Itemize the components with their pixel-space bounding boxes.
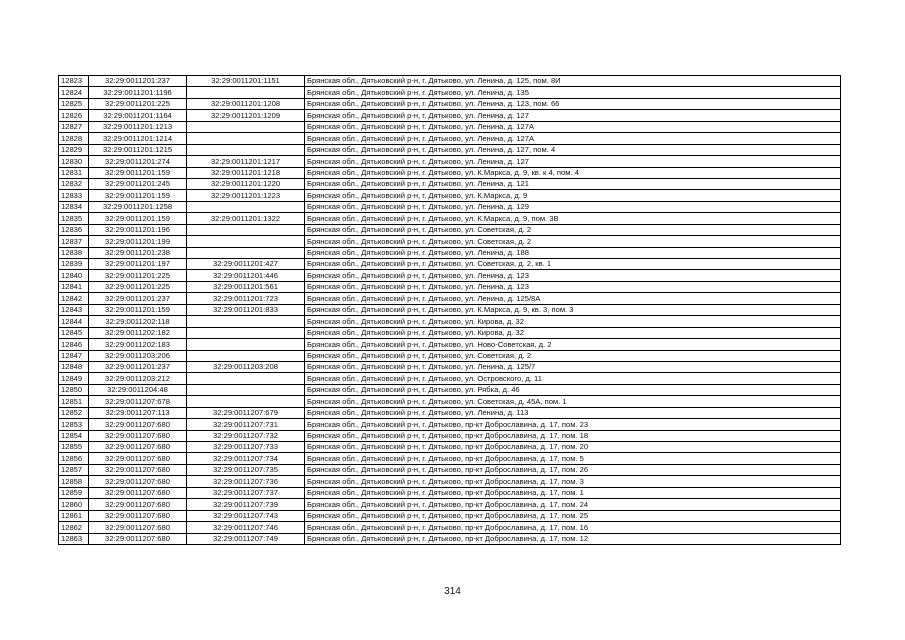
table-row bbox=[59, 190, 841, 201]
related-cadastral-number-cell: 32:29:0011201:1218 bbox=[187, 167, 305, 178]
related-cadastral-number-cell: 32:29:0011207:749 bbox=[187, 533, 305, 544]
address-cell: Брянская обл., Дятьковский р-н, г. Дятьково, ул. К.Маркса, д. 9, пом. 3В bbox=[305, 213, 841, 224]
address-cell: Брянская обл., Дятьковский р-н, г. Дятьково, ул. Ленина, д. 135 bbox=[305, 87, 841, 98]
address-cell: Брянская обл., Дятьковский р-н, г. Дятьково, пр-кт Доброславина, д. 17, пом. 18 bbox=[305, 430, 841, 441]
cadastral-number-cell: 32:29:0011207:680 bbox=[89, 464, 187, 475]
cadastral-number-cell: 32:29:0011201:1214 bbox=[89, 133, 187, 144]
related-cadastral-number-cell: 32:29:0011207:734 bbox=[187, 453, 305, 464]
table-row bbox=[59, 178, 841, 189]
related-cadastral-number-cell: 32:29:0011207:733 bbox=[187, 442, 305, 453]
address-cell: Брянская обл., Дятьковский р-н, г. Дятьково, пр-кт Доброславина, д. 17, пом. 26 bbox=[305, 464, 841, 475]
cadastral-number-cell: 32:29:0011201:1258 bbox=[89, 201, 187, 212]
row-number-cell: 12852 bbox=[59, 407, 89, 418]
table-row bbox=[59, 419, 841, 430]
registry-table bbox=[58, 75, 841, 545]
address-cell: Брянская обл., Дятьковский р-н, г. Дятьково, ул. Ленина, д. 123, пом. 66 bbox=[305, 98, 841, 109]
table-row bbox=[59, 121, 841, 132]
cadastral-number-cell: 32:29:0011201:1164 bbox=[89, 110, 187, 121]
table-row bbox=[59, 384, 841, 395]
related-cadastral-number-cell: 32:29:0011201:1209 bbox=[187, 110, 305, 121]
related-cadastral-number-cell: 32:29:0011201:1208 bbox=[187, 98, 305, 109]
address-cell: Брянская обл., Дятьковский р-н, г. Дятьково, ул. Ленина, д. 113 bbox=[305, 407, 841, 418]
address-cell: Брянская обл., Дятьковский р-н, г. Дятьково, ул. Ленина, д. 127 bbox=[305, 156, 841, 167]
cadastral-number-cell: 32:29:0011202:182 bbox=[89, 327, 187, 338]
related-cadastral-number-cell bbox=[187, 144, 305, 155]
address-cell: Брянская обл., Дятьковский р-н, г. Дятьково, ул. Ленина, д. 125, пом. 8И bbox=[305, 76, 841, 87]
related-cadastral-number-cell bbox=[187, 327, 305, 338]
table-row bbox=[59, 167, 841, 178]
address-cell: Брянская обл., Дятьковский р-н, г. Дятьково, ул. К.Маркса, д. 9, кв. 3, пом. 3 bbox=[305, 304, 841, 315]
address-cell: Брянская обл., Дятьковский р-н, г. Дятьково, пр-кт Доброславина, д. 17, пом. 23 bbox=[305, 419, 841, 430]
related-cadastral-number-cell: 32:29:0011207:737 bbox=[187, 487, 305, 498]
row-number-cell: 12853 bbox=[59, 419, 89, 430]
address-cell: Брянская обл., Дятьковский р-н, г. Дятьково, пр-кт Доброславина, д. 17, пом. 20 bbox=[305, 442, 841, 453]
row-number-cell: 12851 bbox=[59, 396, 89, 407]
address-cell: Брянская обл., Дятьковский р-н, г. Дятьково, ул. Советская, д. 2, кв. 1 bbox=[305, 259, 841, 270]
related-cadastral-number-cell bbox=[187, 339, 305, 350]
row-number-cell: 12862 bbox=[59, 522, 89, 533]
table-row bbox=[59, 213, 841, 224]
table-row bbox=[59, 224, 841, 235]
row-number-cell: 12843 bbox=[59, 304, 89, 315]
row-number-cell: 12833 bbox=[59, 190, 89, 201]
cadastral-number-cell: 32:29:0011201:159 bbox=[89, 304, 187, 315]
related-cadastral-number-cell: 32:29:0011203:208 bbox=[187, 361, 305, 372]
related-cadastral-number-cell: 32:29:0011201:1223 bbox=[187, 190, 305, 201]
cadastral-number-cell: 32:29:0011201:237 bbox=[89, 76, 187, 87]
row-number-cell: 12846 bbox=[59, 339, 89, 350]
table-row bbox=[59, 339, 841, 350]
address-cell: Брянская обл., Дятьковский р-н, г. Дятьково, ул. Ленина, д. 125/7 bbox=[305, 361, 841, 372]
table-row bbox=[59, 453, 841, 464]
table-row bbox=[59, 144, 841, 155]
address-cell: Брянская обл., Дятьковский р-н, г. Дятьково, ул. К.Маркса, д. 9 bbox=[305, 190, 841, 201]
table-row bbox=[59, 133, 841, 144]
address-cell: Брянская обл., Дятьковский р-н, г. Дятьково, ул. Островского, д. 11 bbox=[305, 373, 841, 384]
related-cadastral-number-cell bbox=[187, 236, 305, 247]
row-number-cell: 12844 bbox=[59, 316, 89, 327]
row-number-cell: 12828 bbox=[59, 133, 89, 144]
address-cell: Брянская обл., Дятьковский р-н, г. Дятьково, ул. Ленина, д. 125/8А bbox=[305, 293, 841, 304]
related-cadastral-number-cell: 32:29:0011207:735 bbox=[187, 464, 305, 475]
row-number-cell: 12860 bbox=[59, 499, 89, 510]
cadastral-number-cell: 32:29:0011207:680 bbox=[89, 533, 187, 544]
row-number-cell: 12841 bbox=[59, 281, 89, 292]
address-cell: Брянская обл., Дятьковский р-н, г. Дятьково, пр-кт Доброславина, д. 17, пом. 12 bbox=[305, 533, 841, 544]
row-number-cell: 12826 bbox=[59, 110, 89, 121]
cadastral-number-cell: 32:29:0011201:196 bbox=[89, 224, 187, 235]
cadastral-number-cell: 32:29:0011202:118 bbox=[89, 316, 187, 327]
row-number-cell: 12848 bbox=[59, 361, 89, 372]
registry-table-body bbox=[59, 76, 841, 545]
related-cadastral-number-cell: 32:29:0011207:732 bbox=[187, 430, 305, 441]
table-row bbox=[59, 430, 841, 441]
cadastral-number-cell: 32:29:0011201:159 bbox=[89, 167, 187, 178]
table-row bbox=[59, 464, 841, 475]
row-number-cell: 12836 bbox=[59, 224, 89, 235]
address-cell: Брянская обл., Дятьковский р-н, г. Дятьково, пр-кт Доброславина, д. 17, пом. 16 bbox=[305, 522, 841, 533]
related-cadastral-number-cell: 32:29:0011201:561 bbox=[187, 281, 305, 292]
row-number-cell: 12840 bbox=[59, 270, 89, 281]
address-cell: Брянская обл., Дятьковский р-н, г. Дятьково, ул. Ленина, д. 127А bbox=[305, 133, 841, 144]
related-cadastral-number-cell: 32:29:0011207:743 bbox=[187, 510, 305, 521]
row-number-cell: 12849 bbox=[59, 373, 89, 384]
cadastral-number-cell: 32:29:0011201:1196 bbox=[89, 87, 187, 98]
cadastral-number-cell: 32:29:0011207:113 bbox=[89, 407, 187, 418]
page-number: 314 bbox=[444, 586, 461, 597]
address-cell: Брянская обл., Дятьковский р-н, г. Дятьково, пр-кт Доброславина, д. 17, пом. 24 bbox=[305, 499, 841, 510]
cadastral-number-cell: 32:29:0011201:237 bbox=[89, 361, 187, 372]
row-number-cell: 12832 bbox=[59, 178, 89, 189]
cadastral-number-cell: 32:29:0011207:680 bbox=[89, 453, 187, 464]
table-row bbox=[59, 396, 841, 407]
table-row bbox=[59, 510, 841, 521]
related-cadastral-number-cell bbox=[187, 224, 305, 235]
table-row bbox=[59, 316, 841, 327]
related-cadastral-number-cell: 32:29:0011201:1217 bbox=[187, 156, 305, 167]
table-row bbox=[59, 487, 841, 498]
cadastral-number-cell: 32:29:0011207:680 bbox=[89, 499, 187, 510]
cadastral-number-cell: 32:29:0011201:197 bbox=[89, 259, 187, 270]
related-cadastral-number-cell: 32:29:0011207:739 bbox=[187, 499, 305, 510]
related-cadastral-number-cell: 32:29:0011207:731 bbox=[187, 419, 305, 430]
cadastral-number-cell: 32:29:0011202:183 bbox=[89, 339, 187, 350]
table-row bbox=[59, 304, 841, 315]
related-cadastral-number-cell: 32:29:0011201:833 bbox=[187, 304, 305, 315]
row-number-cell: 12837 bbox=[59, 236, 89, 247]
table-row bbox=[59, 327, 841, 338]
row-number-cell: 12861 bbox=[59, 510, 89, 521]
related-cadastral-number-cell: 32:29:0011207:746 bbox=[187, 522, 305, 533]
row-number-cell: 12838 bbox=[59, 247, 89, 258]
cadastral-number-cell: 32:29:0011203:206 bbox=[89, 350, 187, 361]
table-row bbox=[59, 442, 841, 453]
row-number-cell: 12835 bbox=[59, 213, 89, 224]
address-cell: Брянская обл., Дятьковский р-н, г. Дятьково, ул. Советская, д. 45А, пом. 1 bbox=[305, 396, 841, 407]
row-number-cell: 12863 bbox=[59, 533, 89, 544]
address-cell: Брянская обл., Дятьковский р-н, г. Дятьково, ул. Рябка, д. 46 bbox=[305, 384, 841, 395]
row-number-cell: 12825 bbox=[59, 98, 89, 109]
row-number-cell: 12854 bbox=[59, 430, 89, 441]
row-number-cell: 12830 bbox=[59, 156, 89, 167]
cadastral-number-cell: 32:29:0011201:238 bbox=[89, 247, 187, 258]
cadastral-number-cell: 32:29:0011201:245 bbox=[89, 178, 187, 189]
related-cadastral-number-cell bbox=[187, 121, 305, 132]
address-cell: Брянская обл., Дятьковский р-н, г. Дятьково, ул. Советская, д. 2 bbox=[305, 224, 841, 235]
table-row bbox=[59, 499, 841, 510]
cadastral-number-cell: 32:29:0011207:680 bbox=[89, 476, 187, 487]
row-number-cell: 12834 bbox=[59, 201, 89, 212]
cadastral-number-cell: 32:29:0011207:680 bbox=[89, 510, 187, 521]
related-cadastral-number-cell bbox=[187, 373, 305, 384]
address-cell: Брянская обл., Дятьковский р-н, г. Дятьково, ул. Ленина, д. 129 bbox=[305, 201, 841, 212]
row-number-cell: 12857 bbox=[59, 464, 89, 475]
address-cell: Брянская обл., Дятьковский р-н, г. Дятьково, пр-кт Доброславина, д. 17, пом. 1 bbox=[305, 487, 841, 498]
related-cadastral-number-cell bbox=[187, 201, 305, 212]
address-cell: Брянская обл., Дятьковский р-н, г. Дятьково, ул. Ленина, д. 188 bbox=[305, 247, 841, 258]
address-cell: Брянская обл., Дятьковский р-н, г. Дятьково, пр-кт Доброславина, д. 17, пом. 3 bbox=[305, 476, 841, 487]
address-cell: Брянская обл., Дятьковский р-н, г. Дятьково, ул. Ленина, д. 127 bbox=[305, 110, 841, 121]
table-row bbox=[59, 110, 841, 121]
cadastral-number-cell: 32:29:0011207:680 bbox=[89, 430, 187, 441]
table-row bbox=[59, 522, 841, 533]
row-number-cell: 12829 bbox=[59, 144, 89, 155]
cadastral-number-cell: 32:29:0011201:1213 bbox=[89, 121, 187, 132]
related-cadastral-number-cell: 32:29:0011201:446 bbox=[187, 270, 305, 281]
table-row bbox=[59, 201, 841, 212]
address-cell: Брянская обл., Дятьковский р-н, г. Дятьково, ул. К.Маркса, д. 9, кв. к 4, пом. 4 bbox=[305, 167, 841, 178]
cadastral-number-cell: 32:29:0011207:680 bbox=[89, 442, 187, 453]
related-cadastral-number-cell bbox=[187, 247, 305, 258]
table-row bbox=[59, 361, 841, 372]
table-row bbox=[59, 533, 841, 544]
address-cell: Брянская обл., Дятьковский р-н, г. Дятьково, ул. Ленина, д. 127, пом. 4 bbox=[305, 144, 841, 155]
address-cell: Брянская обл., Дятьковский р-н, г. Дятьково, ул. Ленина, д. 123 bbox=[305, 270, 841, 281]
table-row bbox=[59, 76, 841, 87]
cadastral-number-cell: 32:29:0011207:680 bbox=[89, 522, 187, 533]
address-cell: Брянская обл., Дятьковский р-н, г. Дятьково, пр-кт Доброславина, д. 17, пом. 5 bbox=[305, 453, 841, 464]
table-row bbox=[59, 247, 841, 258]
row-number-cell: 12855 bbox=[59, 442, 89, 453]
cadastral-number-cell: 32:29:0011201:159 bbox=[89, 190, 187, 201]
related-cadastral-number-cell bbox=[187, 87, 305, 98]
row-number-cell: 12823 bbox=[59, 76, 89, 87]
related-cadastral-number-cell: 32:29:0011201:723 bbox=[187, 293, 305, 304]
table-row bbox=[59, 350, 841, 361]
table-row bbox=[59, 281, 841, 292]
related-cadastral-number-cell: 32:29:0011201:1220 bbox=[187, 178, 305, 189]
row-number-cell: 12831 bbox=[59, 167, 89, 178]
table-row bbox=[59, 373, 841, 384]
table-row bbox=[59, 156, 841, 167]
row-number-cell: 12856 bbox=[59, 453, 89, 464]
cadastral-number-cell: 32:29:0011201:225 bbox=[89, 281, 187, 292]
address-cell: Брянская обл., Дятьковский р-н, г. Дятьково, ул. Ново-Советская, д. 2 bbox=[305, 339, 841, 350]
table-row bbox=[59, 270, 841, 281]
cadastral-number-cell: 32:29:0011201:225 bbox=[89, 98, 187, 109]
related-cadastral-number-cell: 32:29:0011201:1322 bbox=[187, 213, 305, 224]
row-number-cell: 12824 bbox=[59, 87, 89, 98]
address-cell: Брянская обл., Дятьковский р-н, г. Дятьково, ул. Кирова, д. 32 bbox=[305, 327, 841, 338]
row-number-cell: 12827 bbox=[59, 121, 89, 132]
cadastral-number-cell: 32:29:0011207:678 bbox=[89, 396, 187, 407]
related-cadastral-number-cell: 32:29:0011201:1151 bbox=[187, 76, 305, 87]
row-number-cell: 12842 bbox=[59, 293, 89, 304]
address-cell: Брянская обл., Дятьковский р-н, г. Дятьково, пр-кт Доброславина, д. 17, пом. 25 bbox=[305, 510, 841, 521]
row-number-cell: 12847 bbox=[59, 350, 89, 361]
cadastral-number-cell: 32:29:0011204:48 bbox=[89, 384, 187, 395]
row-number-cell: 12839 bbox=[59, 259, 89, 270]
related-cadastral-number-cell bbox=[187, 133, 305, 144]
related-cadastral-number-cell bbox=[187, 316, 305, 327]
related-cadastral-number-cell bbox=[187, 350, 305, 361]
cadastral-number-cell: 32:29:0011201:1215 bbox=[89, 144, 187, 155]
table-row bbox=[59, 293, 841, 304]
table-row bbox=[59, 236, 841, 247]
row-number-cell: 12858 bbox=[59, 476, 89, 487]
related-cadastral-number-cell bbox=[187, 396, 305, 407]
row-number-cell: 12850 bbox=[59, 384, 89, 395]
table-row bbox=[59, 259, 841, 270]
cadastral-number-cell: 32:29:0011201:274 bbox=[89, 156, 187, 167]
table-row bbox=[59, 407, 841, 418]
related-cadastral-number-cell: 32:29:0011201:427 bbox=[187, 259, 305, 270]
related-cadastral-number-cell bbox=[187, 384, 305, 395]
cadastral-number-cell: 32:29:0011201:225 bbox=[89, 270, 187, 281]
cadastral-number-cell: 32:29:0011203:212 bbox=[89, 373, 187, 384]
cadastral-number-cell: 32:29:0011207:680 bbox=[89, 487, 187, 498]
row-number-cell: 12859 bbox=[59, 487, 89, 498]
related-cadastral-number-cell: 32:29:0011207:679 bbox=[187, 407, 305, 418]
address-cell: Брянская обл., Дятьковский р-н, г. Дятьково, ул. Ленина, д. 123 bbox=[305, 281, 841, 292]
table-row bbox=[59, 476, 841, 487]
cadastral-number-cell: 32:29:0011201:237 bbox=[89, 293, 187, 304]
address-cell: Брянская обл., Дятьковский р-н, г. Дятьково, ул. Советская, д. 2 bbox=[305, 350, 841, 361]
row-number-cell: 12845 bbox=[59, 327, 89, 338]
address-cell: Брянская обл., Дятьковский р-н, г. Дятьково, ул. Ленина, д. 127А bbox=[305, 121, 841, 132]
cadastral-number-cell: 32:29:0011201:199 bbox=[89, 236, 187, 247]
address-cell: Брянская обл., Дятьковский р-н, г. Дятьково, ул. Ленина, д. 121 bbox=[305, 178, 841, 189]
cadastral-number-cell: 32:29:0011201:159 bbox=[89, 213, 187, 224]
table-row bbox=[59, 98, 841, 109]
address-cell: Брянская обл., Дятьковский р-н, г. Дятьково, ул. Советская, д. 2 bbox=[305, 236, 841, 247]
table-row bbox=[59, 87, 841, 98]
related-cadastral-number-cell: 32:29:0011207:736 bbox=[187, 476, 305, 487]
cadastral-number-cell: 32:29:0011207:680 bbox=[89, 419, 187, 430]
address-cell: Брянская обл., Дятьковский р-н, г. Дятьково, ул. Кирова, д. 32 bbox=[305, 316, 841, 327]
